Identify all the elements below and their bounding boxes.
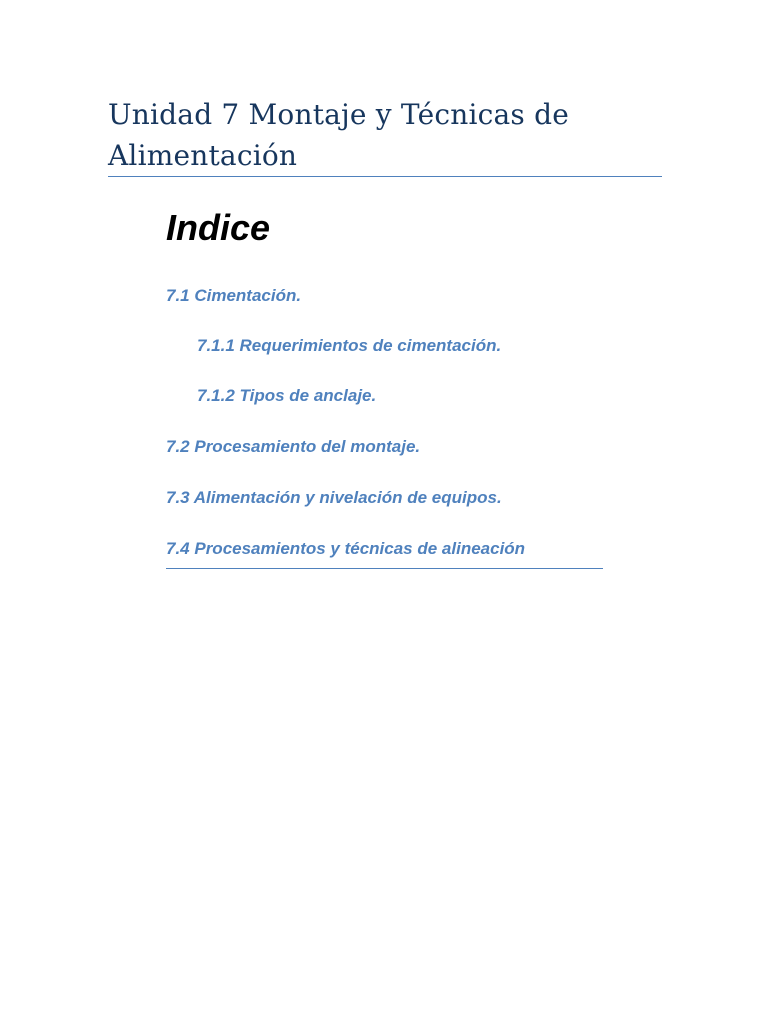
- title-divider: [108, 176, 662, 177]
- toc-entry-7-1[interactable]: 7.1 Cimentación.: [166, 286, 302, 305]
- toc-entry-7-2[interactable]: 7.2 Procesamiento del montaje.: [166, 437, 421, 456]
- toc-entry-7-1-1[interactable]: 7.1.1 Requerimientos de cimentación.: [197, 336, 502, 355]
- toc-entry-7-3[interactable]: 7.3 Alimentación y nivelación de equipos.: [166, 488, 502, 507]
- toc-entry-7-4[interactable]: 7.4 Procesamientos y técnicas de alineación: [166, 539, 526, 558]
- toc-heading: Indice: [166, 207, 271, 248]
- toc-entry-7-1-2[interactable]: 7.1.2 Tipos de anclaje.: [197, 386, 377, 405]
- document-title: Unidad 7 Montaje y Técnicas de Alimentación: [108, 98, 569, 172]
- toc-end-divider: [166, 568, 603, 569]
